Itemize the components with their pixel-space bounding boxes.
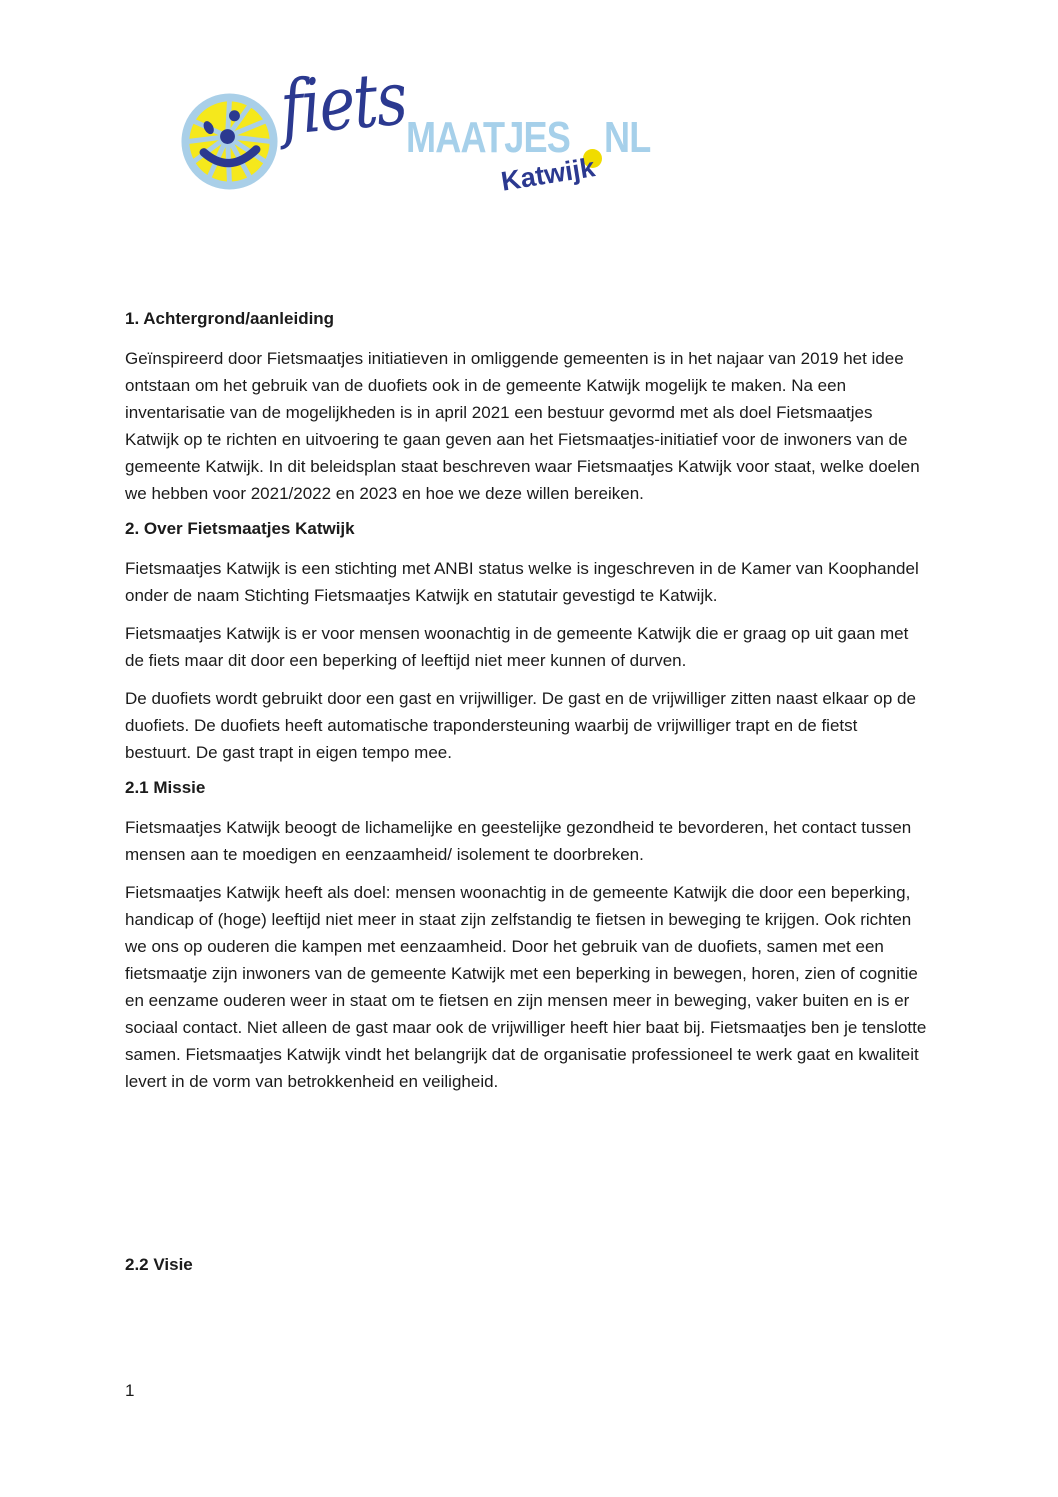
logo-brand-text: MAATJES bbox=[406, 113, 570, 162]
section-heading-visie: 2.2 Visie bbox=[125, 1255, 193, 1274]
section-heading-over: 2. Over Fietsmaatjes Katwijk bbox=[125, 519, 355, 538]
paragraph-missie-1: Fietsmaatjes Katwijk beoogt de lichamelijke en geestelijke gezondheid te bevorderen, het contact tussen mensen aan te moedigen en eenzaamheid/ isolement te doorbreken. bbox=[125, 818, 912, 864]
document-content bbox=[125, 308, 927, 1291]
wheel-smiley-icon bbox=[178, 90, 281, 193]
logo-location-text: Katwijk bbox=[499, 152, 598, 197]
section-heading-achtergrond: 1. Achtergrond/aanleiding bbox=[125, 309, 335, 328]
paragraph-missie-2: Fietsmaatjes Katwijk heeft als doel: mensen woonachtig in de gemeente Katwijk die door een beperking, handicap of (hoge) leeftijd niet meer in staat zijn zelfstandig te fietsen in beweging te krijgen. Ook richten we ons op ouderen die kampen met eenzaamheid. Door het gebruik van de duofiets, samen met een fietsmaatje zijn inwoners van de gemeente Katwijk met een beperking in bewegen, horen, zien of cognitie en eenzame ouderen weer in staat om te fietsen en zijn mensen meer in beweging, vaker buiten en is er sociaal contact. Niet alleen de gast maar ook de vrijwilliger heeft hier baat bij. Fietsmaatjes ben je tenslotte samen. Fietsmaatjes Katwijk vindt het belangrijk dat de organisatie professioneel te werk gaat en kwaliteit levert in de vorm van betrokkenheid en veiligheid. bbox=[125, 883, 927, 1091]
paragraph-over-3: De duofiets wordt gebruikt door een gast en vrijwilliger. De gast en de vrijwilliger zitten naast elkaar op de duofiets. De duofiets heeft automatische trapondersteuning waarbij de vrijwilliger trapt en de fietst bestuurt. De gast trapt in eigen tempo mee. bbox=[125, 689, 916, 762]
paragraph-achtergrond-1: Geïnspireerd door Fietsmaatjes initiatieven in omliggende gemeenten is in het najaar van 2019 het idee ontstaan om het gebruik van de duofiets ook in de gemeente Katwijk mogelijk te maken. Na een inventarisatie van de mogelijkheden is in april 2021 een bestuur gevormd met als doel Fietsmaatjes Katwijk op te richten en uitvoering te gaan geven aan het Fietsmaatjes-initiatief voor de inwoners van de gemeente Katwijk. In dit beleidsplan staat beschreven waar Fietsmaatjes Katwijk voor staat, welke doelen we hebben voor 2021/2022 en 2023 en hoe we deze willen bereiken. bbox=[125, 349, 920, 503]
paragraph-over-1: Fietsmaatjes Katwijk is een stichting met ANBI status welke is ingeschreven in de Kamer van Koophandel onder de naam Stichting Fietsmaatjes Katwijk en statutair gevestigd te Katwijk. bbox=[125, 559, 919, 605]
logo-tld-text: NL bbox=[604, 113, 651, 162]
paragraph-over-2: Fietsmaatjes Katwijk is er voor mensen woonachtig in de gemeente Katwijk die er graag op uit gaan met de fiets maar dit door een beperking of leeftijd niet meer kunnen of durven. bbox=[125, 624, 909, 670]
section-heading-missie: 2.1 Missie bbox=[125, 778, 206, 797]
logo-script-text: fiets bbox=[277, 55, 410, 152]
fietsmaatjes-logo bbox=[0, 0, 1058, 230]
page-number: 1 bbox=[125, 1381, 135, 1400]
